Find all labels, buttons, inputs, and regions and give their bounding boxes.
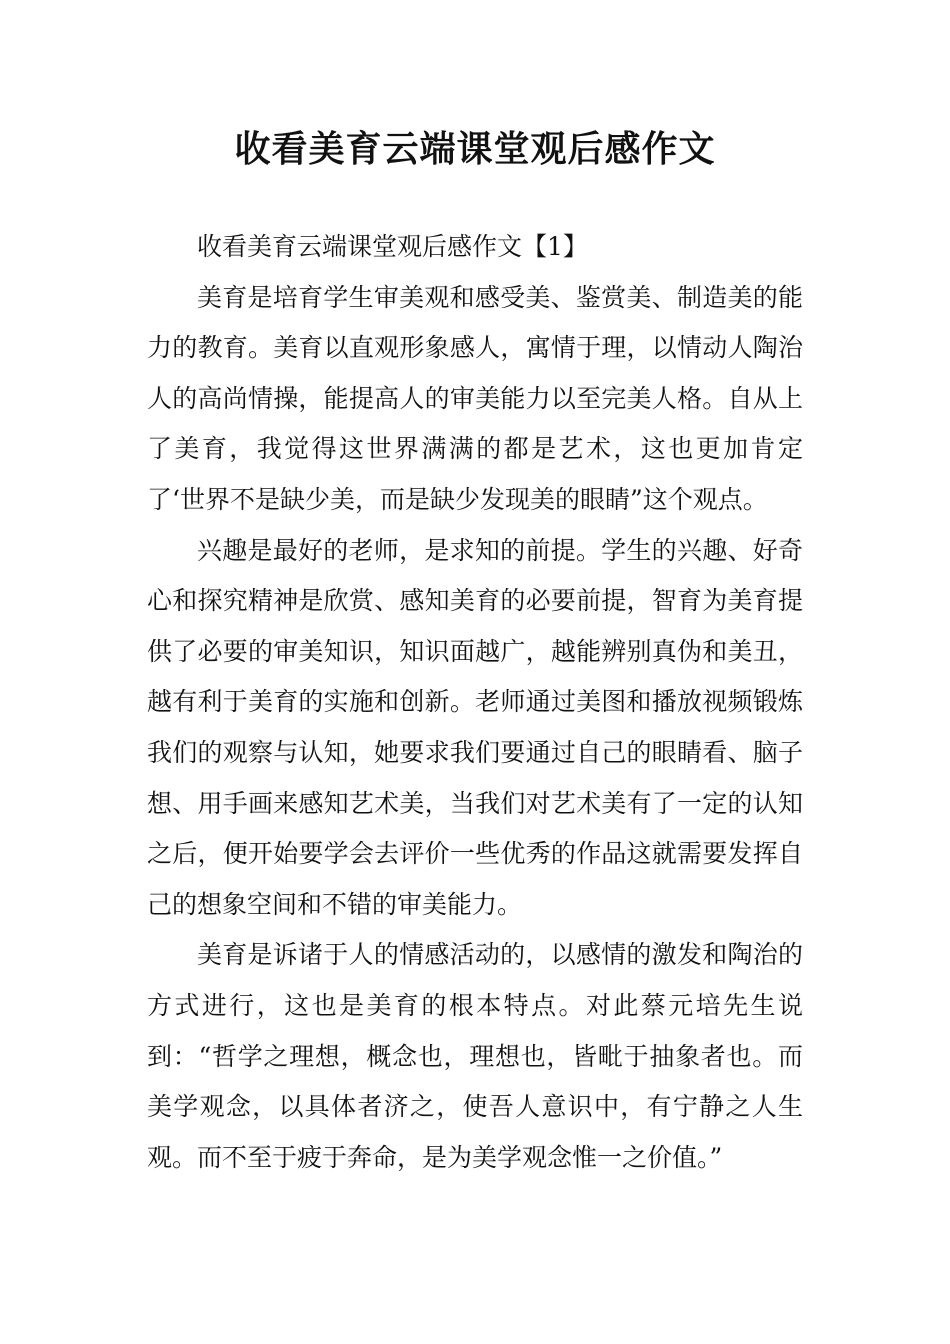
- paragraph-1: 美育是培育学生审美观和感受美、鉴赏美、制造美的能力的教育。美育以直观形象感人，寓情于理，以情动人陶治人的高尚情操，能提高人的审美能力以至完美人格。自从上了美育，我觉得这世界满满的都是艺术，这也更加肯定了‘世界不是缺少美，而是缺少发现美的眼睛”这个观点。: [147, 282, 803, 514]
- section-heading: 收看美育云端课堂观后感作文【1】: [197, 232, 588, 261]
- document-body: [147, 222, 803, 1183]
- document-title: 收看美育云端课堂观后感作文: [234, 129, 716, 170]
- paragraph-2: 兴趣是最好的老师，是求知的前提。学生的兴趣、好奇心和探究精神是欣赏、感知美育的必要前提，智育为美育提供了必要的审美知识，知识面越广，越能辨别真伪和美丑，越有利于美育的实施和创新。老师通过美图和播放视频锻炼我们的观察与认知，她要求我们要通过自己的眼睛看、脑子想、用手画来感知艺术美，当我们对艺术美有了一定的认知之后，便开始要学会去评价一些优秀的作品这就需要发挥自己的想象空间和不错的审美能力。: [147, 535, 803, 919]
- paragraph-3: 美育是诉诸于人的情感活动的，以感情的激发和陶治的方式进行，这也是美育的根本特点。对此蔡元培先生说到：“哲学之理想，概念也，理想也，皆毗于抽象者也。而美学观念，以具体者济之，使吾人意识中，有宁静之人生观。而不至于疲于奔命，是为美学观念惟一之价值。”: [147, 940, 803, 1172]
